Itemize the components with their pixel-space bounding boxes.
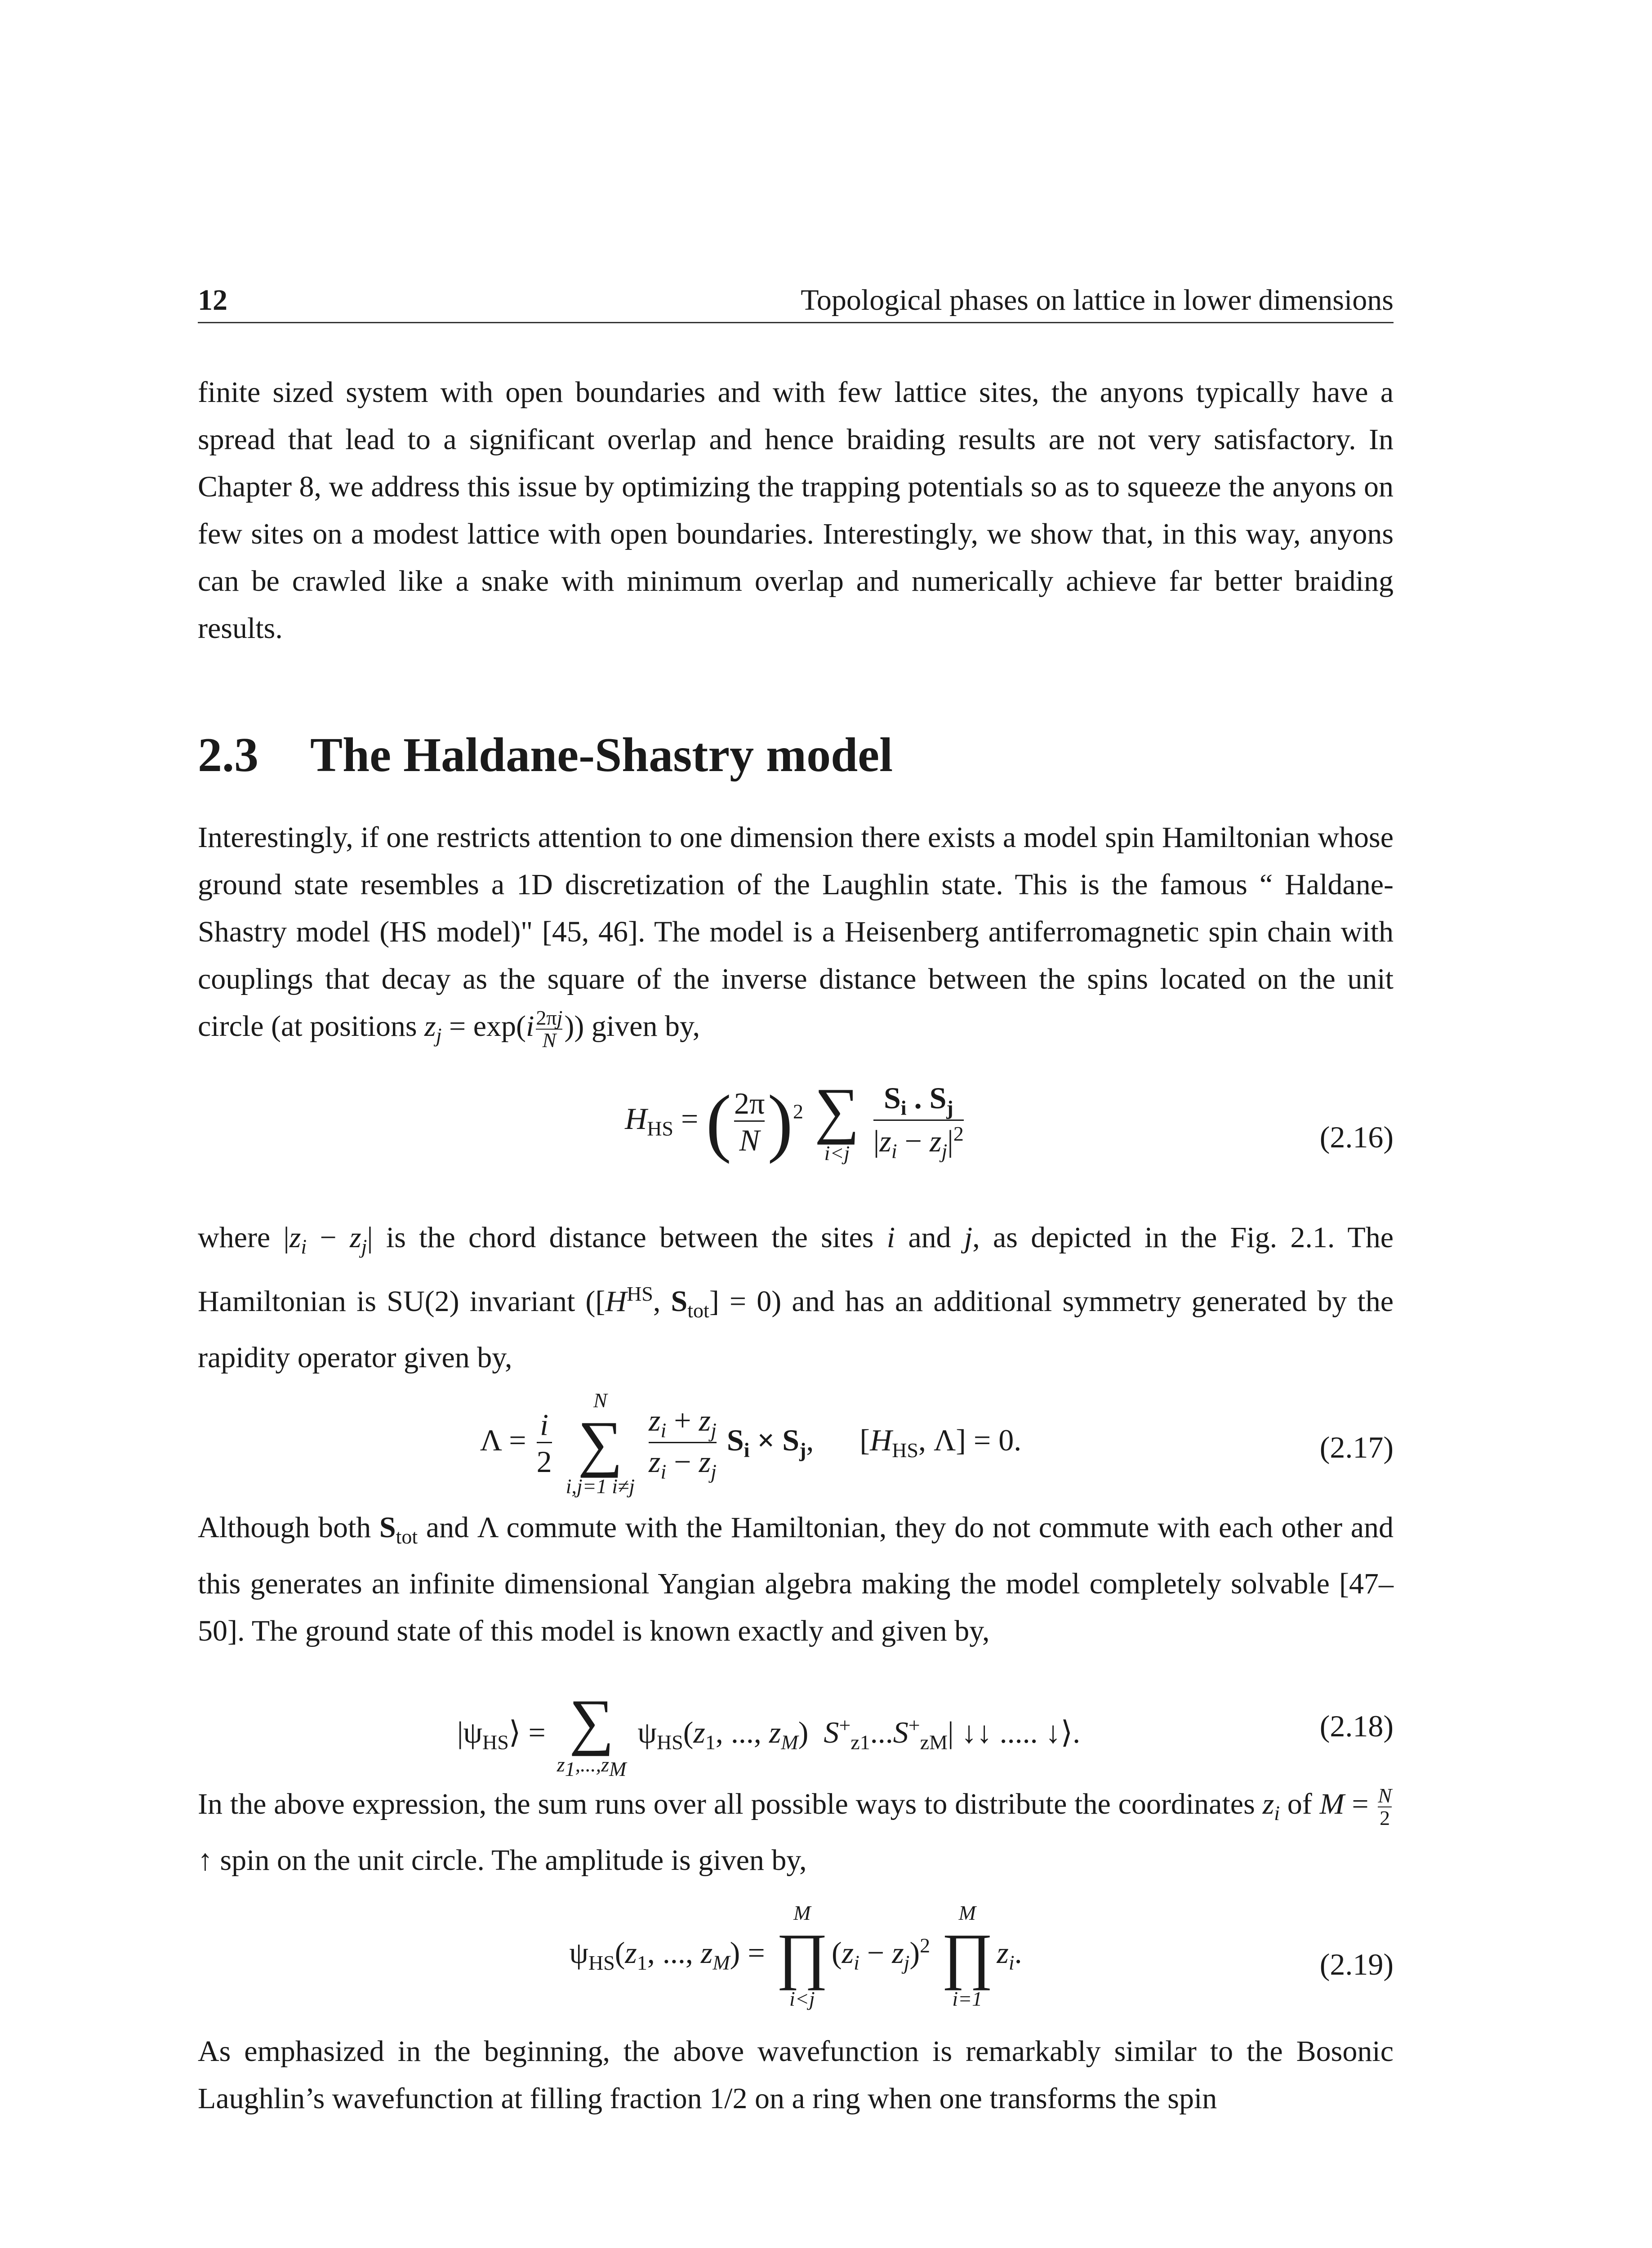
section-number: 2.3 [198,728,258,782]
equation-2-16-body: $H_{HS}$ = ( $\frac{2\pi}{N}$ )$^2$ ∑ i<j $\frac{S_i . S_j}{|z_i - z_j|^2}$ [625,1075,964,1164]
equation-2-18 [198,1687,1394,1781]
equation-2-16-tag: (2.16) [1319,1120,1394,1154]
section-title: The Haldane-Shastry model [310,728,893,782]
paragraph-5-text-c: spin on the unit circle. The amplitude is given by, [213,1844,807,1877]
equation-2-18-body: $|\psi_{HS}⟩$ = ∑ $z_1,...,z_M$ $\psi_{HS}(z_1$, ..., $z_M$) $S^+_{z1}...S^+_{zM}|$ ↓↓ ..... ↓⟩. [457,1687,1081,1781]
paragraph-2 [198,814,1394,1059]
paragraph-4: Although both $S_{tot}$ and Λ commute with the Hamiltonian, they do not commute with each other and this generates an infinite dimensional Yangian algebra making the model completely solvable [47–50]. The ground state of this model is known exactly and given by, [198,1511,1394,1648]
paragraph-2-text-b: ) given by, [574,1010,700,1043]
paragraph-3-text-d: , as depicted in the Fig. 2.1. The Hamiltonian is SU(2) invariant ( [198,1221,1394,1318]
equation-2-17-body: Λ = $\frac{i}{2}$ N ∑ i,j=1 i≠j $\frac{z_i + z_j}{z_i - z_j}$ $S_i \times S_j$, [$H_{HS}$, Λ] = 0. [480,1389,1022,1498]
inline-math-zj: $z_j = \exp(i$ $\frac{2\pi j}{N}$ ) [424,1006,574,1052]
paragraph-3-text-b: is the chord distance between the sites [373,1221,887,1254]
paragraph-3-text-e: ) and has an additional symmetry generated by the rapidity operator given by, [198,1285,1394,1374]
equation-2-18-tag: (2.18) [1319,1709,1394,1743]
paragraph-5-text-a: In the above expression, the sum runs over all possible ways to distribute the coordinates [198,1788,1263,1820]
paragraph-3-text-c: and [895,1221,964,1254]
paragraph-5: In the above expression, the sum runs over all possible ways to distribute the coordinates $z_i$ of M = $\frac{N}{2}$ ↑ spin on the unit circle. The amplitude is given by, [198,1784,1392,1877]
paragraph-1: finite sized system with open boundaries and with few lattice sites, the anyons typically have a spread that lead to a significant overlap and hence braiding results are not very satisfactory. In Chapter 8, we address this issue by optimizing the trapping potentials so as to squeeze the anyons on few sites on a modest lattice with open boundaries. Interestingly, we show that, in this way, anyons can be crawled like a snake with minimum overlap and numerically achieve far better braiding results. [198,376,1394,645]
equation-2-19-body: $\psi_{HS}(z_1$, ..., $z_M$) = M ∏ i<j $(z_i - z_j)^2$ M ∏ i=1 $z_i$. [569,1901,1022,2010]
paragraph-2-text-a: Interestingly, if one restricts attention to one dimension there exists a model spin Hamiltonian whose ground state resembles a 1D discretization of the Laughlin state. This is the famous “ Haldane-Shastry model (HS model)" [45, 46]. The model is a Heisenberg antiferromagnetic spin chain with couplings that decay as the square of the inverse distance between the spins located on the unit circle (at positions [198,821,1394,1043]
paragraph-4-text-b: and Λ commute with the Hamiltonian, they do not commute with each other and this generates an infinite dimensional Yangian algebra making the model completely solvable [47–50]. The ground state of this model is known exactly and given by, [198,1511,1394,1648]
page-number: 12 [198,284,227,317]
paragraph-3: where $|z_i - z_j|$ is the chord distance between the sites i and j, as depicted in the Fig. 2.1. The Hamiltonian is SU(2) invariant ([$H^{HS}$, $S_{tot}] = 0$) and has an additional symmetry generated by the rapidity operator given by, [198,1221,1394,1374]
paragraph-5-text-b: of [1280,1788,1320,1820]
equation-2-19 [198,1902,1394,2019]
equation-2-17-tag: (2.17) [1319,1430,1394,1464]
paragraph-3-text-a: where [198,1221,284,1254]
section-heading [198,724,1394,787]
running-title: Topological phases on lattice in lower dimensions [801,284,1394,317]
equation-2-16 [198,1075,1394,1196]
paragraph-4-text-a: Although both [198,1511,379,1544]
paragraph-6: As emphasized in the beginning, the above wavefunction is remarkably similar to the Bosonic Laughlin’s wavefunction at filling fraction 1/2 on a ring when one transforms the spin [198,2035,1394,2115]
equation-2-17 [198,1389,1394,1506]
page-header [198,279,1394,323]
equation-2-19-tag: (2.19) [1319,1947,1394,1981]
